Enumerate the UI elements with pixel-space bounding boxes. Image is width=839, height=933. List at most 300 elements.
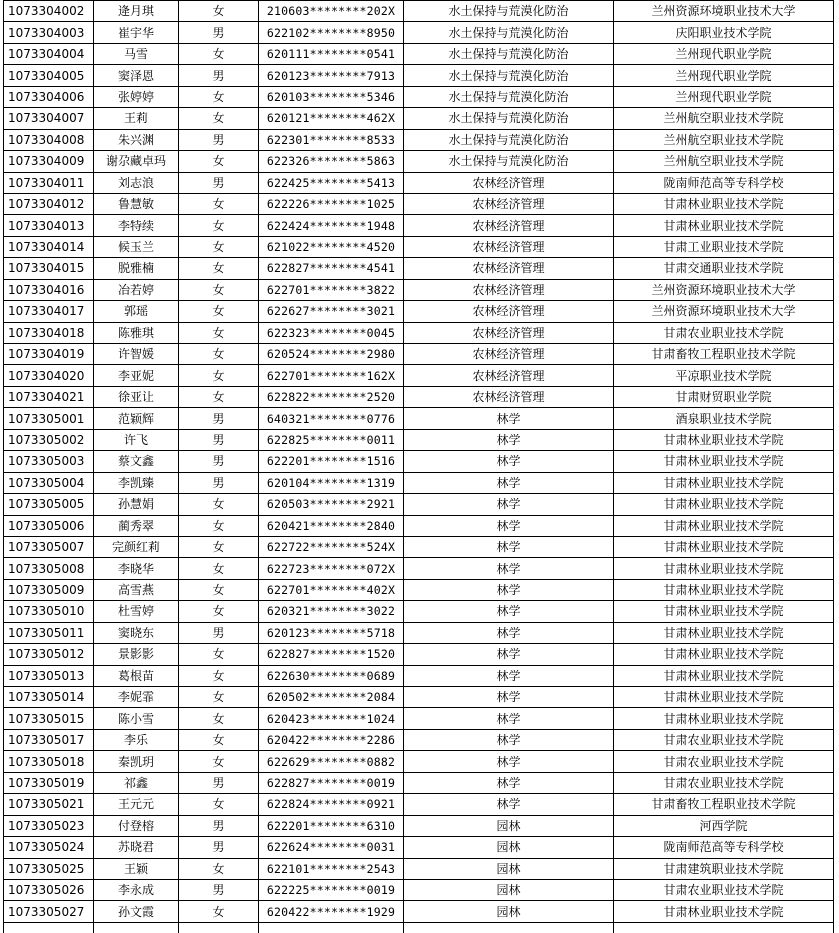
- cell-school: 甘肃工业职业技术学院: [614, 236, 834, 257]
- cell-exam-number: 1073305012: [4, 644, 94, 665]
- table-row: [4, 601, 834, 622]
- cell-exam-number: 1073304019: [4, 344, 94, 365]
- cell-id-card-number: 620123********7913: [259, 65, 404, 86]
- cell-student-name: 谢尕藏卓玛: [94, 151, 179, 172]
- cell-school: 陇南师范高等专科学校: [614, 837, 834, 858]
- cell-exam-number: 1073305003: [4, 451, 94, 472]
- cell-student-name: 杜雪婷: [94, 601, 179, 622]
- cell-major: 水土保持与荒漠化防治: [404, 22, 614, 43]
- cell-id-card-number: 622825********0011: [259, 429, 404, 450]
- cell-major: 农林经济管理: [404, 172, 614, 193]
- cell-school: 甘肃林业职业技术学院: [614, 901, 834, 922]
- table-row: [4, 365, 834, 386]
- cell-major: 农林经济管理: [404, 279, 614, 300]
- cell-id-card-number: 620103********5346: [259, 86, 404, 107]
- cell-student-name: 马雪: [94, 43, 179, 64]
- cell-gender: 女: [179, 708, 259, 729]
- cell-gender: 男: [179, 772, 259, 793]
- cell-exam-number: 1073305011: [4, 622, 94, 643]
- cell-gender: 女: [179, 558, 259, 579]
- cell-major: 林学: [404, 558, 614, 579]
- cell-student-name: 脱雅楠: [94, 258, 179, 279]
- cell-gender: 男: [179, 837, 259, 858]
- cell-major: 园林: [404, 837, 614, 858]
- cell-gender: 女: [179, 665, 259, 686]
- student-roster-table: [3, 0, 834, 933]
- cell-major: 林学: [404, 729, 614, 750]
- cell-gender: 女: [179, 601, 259, 622]
- table-row: [4, 858, 834, 879]
- cell-major: 水土保持与荒漠化防治: [404, 129, 614, 150]
- cell-student-name: 许飞: [94, 429, 179, 450]
- cell-id-card-number: 620422********1929: [259, 901, 404, 922]
- cell-major: 农林经济管理: [404, 344, 614, 365]
- cell-id-card-number: 622102********8950: [259, 22, 404, 43]
- cell-major: 林学: [404, 644, 614, 665]
- cell-id-card-number: 622824********0921: [259, 794, 404, 815]
- cell-gender: 女: [179, 729, 259, 750]
- cell-exam-number: 1073304017: [4, 301, 94, 322]
- cell-student-name: 李永成: [94, 879, 179, 900]
- cell-school: 甘肃林业职业技术学院: [614, 687, 834, 708]
- cell-major: 农林经济管理: [404, 193, 614, 214]
- cell-student-name: 陈雅琪: [94, 322, 179, 343]
- cell-id-card-number: 621022********4520: [259, 236, 404, 257]
- cell-school: 兰州航空职业技术学院: [614, 151, 834, 172]
- cell-major: 林学: [404, 708, 614, 729]
- cell-student-name: 鲁慧敏: [94, 193, 179, 214]
- cell-exam-number: 1073305001: [4, 408, 94, 429]
- cell-school: 甘肃农业职业技术学院: [614, 729, 834, 750]
- empty-cell: [179, 922, 259, 933]
- table-row: [4, 22, 834, 43]
- cell-gender: 女: [179, 365, 259, 386]
- cell-major: 农林经济管理: [404, 322, 614, 343]
- cell-school: 平凉职业技术学院: [614, 365, 834, 386]
- table-row: [4, 494, 834, 515]
- cell-school: 甘肃林业职业技术学院: [614, 494, 834, 515]
- table-row: [4, 215, 834, 236]
- table-row: [4, 772, 834, 793]
- cell-gender: 男: [179, 408, 259, 429]
- cell-major: 园林: [404, 879, 614, 900]
- cell-school: 甘肃林业职业技术学院: [614, 622, 834, 643]
- cell-major: 园林: [404, 858, 614, 879]
- cell-id-card-number: 620502********2084: [259, 687, 404, 708]
- cell-exam-number: 1073305024: [4, 837, 94, 858]
- cell-school: 甘肃林业职业技术学院: [614, 472, 834, 493]
- cell-student-name: 完颜红莉: [94, 536, 179, 557]
- cell-gender: 女: [179, 43, 259, 64]
- cell-school: 甘肃农业职业技术学院: [614, 322, 834, 343]
- cell-gender: 女: [179, 386, 259, 407]
- table-row: [4, 408, 834, 429]
- table-row: [4, 879, 834, 900]
- cell-major: 园林: [404, 815, 614, 836]
- cell-school: 甘肃林业职业技术学院: [614, 429, 834, 450]
- cell-school: 兰州现代职业学院: [614, 86, 834, 107]
- cell-gender: 女: [179, 536, 259, 557]
- cell-id-card-number: 622701********162X: [259, 365, 404, 386]
- cell-student-name: 窦晓东: [94, 622, 179, 643]
- table-row: [4, 536, 834, 557]
- cell-student-name: 逄月琪: [94, 1, 179, 22]
- cell-student-name: 范颖辉: [94, 408, 179, 429]
- cell-student-name: 王颖: [94, 858, 179, 879]
- cell-id-card-number: 620421********2840: [259, 515, 404, 536]
- cell-gender: 女: [179, 86, 259, 107]
- cell-major: 水土保持与荒漠化防治: [404, 151, 614, 172]
- cell-school: 甘肃林业职业技术学院: [614, 193, 834, 214]
- cell-major: 水土保持与荒漠化防治: [404, 65, 614, 86]
- cell-student-name: 秦凯玥: [94, 751, 179, 772]
- cell-gender: 男: [179, 172, 259, 193]
- cell-gender: 男: [179, 451, 259, 472]
- cell-gender: 男: [179, 472, 259, 493]
- cell-exam-number: 1073305015: [4, 708, 94, 729]
- cell-gender: 女: [179, 644, 259, 665]
- roster-body: [4, 1, 834, 933]
- cell-gender: 女: [179, 579, 259, 600]
- cell-id-card-number: 622627********3021: [259, 301, 404, 322]
- cell-gender: 女: [179, 322, 259, 343]
- cell-id-card-number: 622101********2543: [259, 858, 404, 879]
- cell-major: 水土保持与荒漠化防治: [404, 108, 614, 129]
- cell-id-card-number: 620503********2921: [259, 494, 404, 515]
- cell-exam-number: 1073304003: [4, 22, 94, 43]
- cell-exam-number: 1073305009: [4, 579, 94, 600]
- cell-student-name: 景影影: [94, 644, 179, 665]
- cell-id-card-number: 620422********2286: [259, 729, 404, 750]
- cell-exam-number: 1073305007: [4, 536, 94, 557]
- table-row: [4, 751, 834, 772]
- cell-gender: 女: [179, 901, 259, 922]
- cell-student-name: 李妮霏: [94, 687, 179, 708]
- cell-id-card-number: 622326********5863: [259, 151, 404, 172]
- cell-student-name: 孙慧娟: [94, 494, 179, 515]
- cell-student-name: 高雪燕: [94, 579, 179, 600]
- cell-gender: 女: [179, 151, 259, 172]
- table-row: [4, 43, 834, 64]
- cell-school: 甘肃林业职业技术学院: [614, 515, 834, 536]
- cell-exam-number: 1073304004: [4, 43, 94, 64]
- cell-student-name: 王莉: [94, 108, 179, 129]
- cell-gender: 女: [179, 515, 259, 536]
- cell-student-name: 徐亚让: [94, 386, 179, 407]
- cell-school: 甘肃畜牧工程职业技术学院: [614, 794, 834, 815]
- cell-school: 甘肃财贸职业学院: [614, 386, 834, 407]
- cell-student-name: 孙文霞: [94, 901, 179, 922]
- cell-major: 林学: [404, 772, 614, 793]
- cell-exam-number: 1073304014: [4, 236, 94, 257]
- cell-major: 农林经济管理: [404, 301, 614, 322]
- cell-exam-number: 1073305008: [4, 558, 94, 579]
- cell-exam-number: 1073304011: [4, 172, 94, 193]
- empty-cell: [404, 922, 614, 933]
- cell-exam-number: 1073305005: [4, 494, 94, 515]
- table-row: [4, 193, 834, 214]
- cell-exam-number: 1073304020: [4, 365, 94, 386]
- cell-school: 兰州现代职业学院: [614, 65, 834, 86]
- cell-major: 水土保持与荒漠化防治: [404, 86, 614, 107]
- cell-id-card-number: 620423********1024: [259, 708, 404, 729]
- table-row-cutoff: [4, 922, 834, 933]
- cell-student-name: 崔宇华: [94, 22, 179, 43]
- cell-student-name: 张婷婷: [94, 86, 179, 107]
- cell-exam-number: 1073304002: [4, 1, 94, 22]
- table-row: [4, 837, 834, 858]
- cell-major: 林学: [404, 751, 614, 772]
- cell-school: 甘肃林业职业技术学院: [614, 451, 834, 472]
- cell-school: 陇南师范高等专科学校: [614, 172, 834, 193]
- cell-major: 园林: [404, 901, 614, 922]
- cell-exam-number: 1073305023: [4, 815, 94, 836]
- cell-school: 甘肃林业职业技术学院: [614, 665, 834, 686]
- cell-school: 兰州资源环境职业技术大学: [614, 279, 834, 300]
- cell-student-name: 付登榕: [94, 815, 179, 836]
- cell-major: 水土保持与荒漠化防治: [404, 43, 614, 64]
- table-row: [4, 729, 834, 750]
- cell-school: 兰州航空职业技术学院: [614, 129, 834, 150]
- cell-gender: 女: [179, 193, 259, 214]
- cell-gender: 女: [179, 794, 259, 815]
- cell-id-card-number: 620321********3022: [259, 601, 404, 622]
- cell-gender: 女: [179, 751, 259, 772]
- table-row: [4, 708, 834, 729]
- cell-exam-number: 1073305019: [4, 772, 94, 793]
- table-row: [4, 344, 834, 365]
- empty-cell: [614, 922, 834, 933]
- table-row: [4, 429, 834, 450]
- cell-id-card-number: 620121********462X: [259, 108, 404, 129]
- cell-gender: 男: [179, 22, 259, 43]
- cell-exam-number: 1073305004: [4, 472, 94, 493]
- cell-major: 林学: [404, 408, 614, 429]
- cell-exam-number: 1073304018: [4, 322, 94, 343]
- cell-gender: 女: [179, 279, 259, 300]
- cell-exam-number: 1073304005: [4, 65, 94, 86]
- table-row: [4, 86, 834, 107]
- cell-exam-number: 1073305026: [4, 879, 94, 900]
- cell-major: 林学: [404, 429, 614, 450]
- cell-id-card-number: 620524********2980: [259, 344, 404, 365]
- cell-id-card-number: 622323********0045: [259, 322, 404, 343]
- cell-id-card-number: 622225********0019: [259, 879, 404, 900]
- table-row: [4, 815, 834, 836]
- table-row: [4, 172, 834, 193]
- cell-student-name: 候玉兰: [94, 236, 179, 257]
- cell-exam-number: 1073304008: [4, 129, 94, 150]
- cell-id-card-number: 620123********5718: [259, 622, 404, 643]
- cell-major: 林学: [404, 665, 614, 686]
- table-row: [4, 279, 834, 300]
- cell-school: 甘肃林业职业技术学院: [614, 558, 834, 579]
- cell-id-card-number: 622822********2520: [259, 386, 404, 407]
- cell-major: 农林经济管理: [404, 365, 614, 386]
- cell-student-name: 葛根苗: [94, 665, 179, 686]
- cell-id-card-number: 622301********8533: [259, 129, 404, 150]
- cell-school: 甘肃林业职业技术学院: [614, 536, 834, 557]
- cell-major: 水土保持与荒漠化防治: [404, 1, 614, 22]
- cell-exam-number: 1073304013: [4, 215, 94, 236]
- cell-school: 甘肃林业职业技术学院: [614, 708, 834, 729]
- cell-school: 甘肃建筑职业技术学院: [614, 858, 834, 879]
- table-row: [4, 65, 834, 86]
- table-row: [4, 901, 834, 922]
- cell-student-name: 祁鑫: [94, 772, 179, 793]
- cell-school: 甘肃农业职业技术学院: [614, 751, 834, 772]
- cell-exam-number: 1073305013: [4, 665, 94, 686]
- cell-major: 林学: [404, 601, 614, 622]
- cell-school: 兰州现代职业学院: [614, 43, 834, 64]
- cell-gender: 男: [179, 815, 259, 836]
- cell-gender: 女: [179, 1, 259, 22]
- table-row: [4, 301, 834, 322]
- cell-school: 甘肃农业职业技术学院: [614, 772, 834, 793]
- cell-exam-number: 1073305010: [4, 601, 94, 622]
- cell-major: 林学: [404, 579, 614, 600]
- cell-school: 兰州资源环境职业技术大学: [614, 301, 834, 322]
- cell-gender: 男: [179, 129, 259, 150]
- cell-school: 甘肃交通职业技术学院: [614, 258, 834, 279]
- cell-gender: 男: [179, 879, 259, 900]
- cell-student-name: 许智媛: [94, 344, 179, 365]
- table-row: [4, 794, 834, 815]
- cell-id-card-number: 620104********1319: [259, 472, 404, 493]
- table-row: [4, 108, 834, 129]
- cell-exam-number: 1073304009: [4, 151, 94, 172]
- cell-exam-number: 1073304016: [4, 279, 94, 300]
- cell-exam-number: 1073305014: [4, 687, 94, 708]
- cell-school: 甘肃林业职业技术学院: [614, 601, 834, 622]
- cell-major: 农林经济管理: [404, 236, 614, 257]
- cell-major: 农林经济管理: [404, 215, 614, 236]
- cell-major: 林学: [404, 687, 614, 708]
- table-row: [4, 322, 834, 343]
- table-row: [4, 451, 834, 472]
- cell-exam-number: 1073305002: [4, 429, 94, 450]
- cell-gender: 女: [179, 301, 259, 322]
- cell-gender: 男: [179, 429, 259, 450]
- cell-major: 林学: [404, 622, 614, 643]
- table-row: [4, 472, 834, 493]
- cell-exam-number: 1073304021: [4, 386, 94, 407]
- cell-exam-number: 1073305018: [4, 751, 94, 772]
- cell-school: 甘肃畜牧工程职业技术学院: [614, 344, 834, 365]
- cell-student-name: 李乐: [94, 729, 179, 750]
- cell-school: 兰州资源环境职业技术大学: [614, 1, 834, 22]
- table-row: [4, 129, 834, 150]
- cell-student-name: 朱兴渊: [94, 129, 179, 150]
- cell-id-card-number: 622425********5413: [259, 172, 404, 193]
- cell-gender: 男: [179, 622, 259, 643]
- cell-gender: 女: [179, 344, 259, 365]
- table-row: [4, 665, 834, 686]
- cell-gender: 女: [179, 215, 259, 236]
- table-row: [4, 644, 834, 665]
- cell-exam-number: 1073305025: [4, 858, 94, 879]
- cell-school: 甘肃林业职业技术学院: [614, 644, 834, 665]
- cell-school: 兰州航空职业技术学院: [614, 108, 834, 129]
- cell-major: 林学: [404, 494, 614, 515]
- cell-student-name: 陈小雪: [94, 708, 179, 729]
- cell-id-card-number: 210603********202X: [259, 1, 404, 22]
- cell-student-name: 李晓华: [94, 558, 179, 579]
- table-row: [4, 558, 834, 579]
- cell-student-name: 窦泽恩: [94, 65, 179, 86]
- table-row: [4, 515, 834, 536]
- empty-cell: [259, 922, 404, 933]
- cell-exam-number: 1073305017: [4, 729, 94, 750]
- cell-id-card-number: 622827********4541: [259, 258, 404, 279]
- cell-student-name: 蔡文鑫: [94, 451, 179, 472]
- cell-student-name: 刘志浪: [94, 172, 179, 193]
- cell-id-card-number: 622629********0882: [259, 751, 404, 772]
- cell-id-card-number: 622827********0019: [259, 772, 404, 793]
- cell-id-card-number: 622201********6310: [259, 815, 404, 836]
- cell-id-card-number: 640321********0776: [259, 408, 404, 429]
- cell-school: 河西学院: [614, 815, 834, 836]
- cell-gender: 女: [179, 258, 259, 279]
- cell-exam-number: 1073305006: [4, 515, 94, 536]
- table-row: [4, 579, 834, 600]
- cell-school: 甘肃农业职业技术学院: [614, 879, 834, 900]
- cell-gender: 女: [179, 494, 259, 515]
- cell-student-name: 蔺秀翠: [94, 515, 179, 536]
- table-row: [4, 687, 834, 708]
- cell-major: 农林经济管理: [404, 386, 614, 407]
- empty-cell: [94, 922, 179, 933]
- cell-exam-number: 1073304012: [4, 193, 94, 214]
- cell-exam-number: 1073304006: [4, 86, 94, 107]
- cell-id-card-number: 622701********402X: [259, 579, 404, 600]
- cell-id-card-number: 622630********0689: [259, 665, 404, 686]
- cell-school: 甘肃林业职业技术学院: [614, 215, 834, 236]
- cell-major: 林学: [404, 451, 614, 472]
- cell-student-name: 王元元: [94, 794, 179, 815]
- cell-major: 林学: [404, 794, 614, 815]
- cell-gender: 女: [179, 108, 259, 129]
- cell-gender: 男: [179, 65, 259, 86]
- cell-gender: 女: [179, 236, 259, 257]
- table-row: [4, 622, 834, 643]
- cell-school: 庆阳职业技术学院: [614, 22, 834, 43]
- cell-id-card-number: 620111********0541: [259, 43, 404, 64]
- cell-id-card-number: 622827********1520: [259, 644, 404, 665]
- cell-id-card-number: 622722********524X: [259, 536, 404, 557]
- cell-major: 林学: [404, 515, 614, 536]
- empty-cell: [4, 922, 94, 933]
- table-row: [4, 386, 834, 407]
- cell-student-name: 苏晓君: [94, 837, 179, 858]
- cell-school: 甘肃林业职业技术学院: [614, 579, 834, 600]
- cell-major: 林学: [404, 472, 614, 493]
- cell-school: 酒泉职业技术学院: [614, 408, 834, 429]
- cell-student-name: 李特续: [94, 215, 179, 236]
- cell-student-name: 李凯臻: [94, 472, 179, 493]
- table-row: [4, 1, 834, 22]
- cell-exam-number: 1073304007: [4, 108, 94, 129]
- cell-exam-number: 1073305021: [4, 794, 94, 815]
- cell-gender: 女: [179, 858, 259, 879]
- cell-major: 林学: [404, 536, 614, 557]
- cell-id-card-number: 622701********3822: [259, 279, 404, 300]
- cell-student-name: 郭瑶: [94, 301, 179, 322]
- cell-major: 农林经济管理: [404, 258, 614, 279]
- cell-id-card-number: 622201********1516: [259, 451, 404, 472]
- cell-id-card-number: 622226********1025: [259, 193, 404, 214]
- table-row: [4, 258, 834, 279]
